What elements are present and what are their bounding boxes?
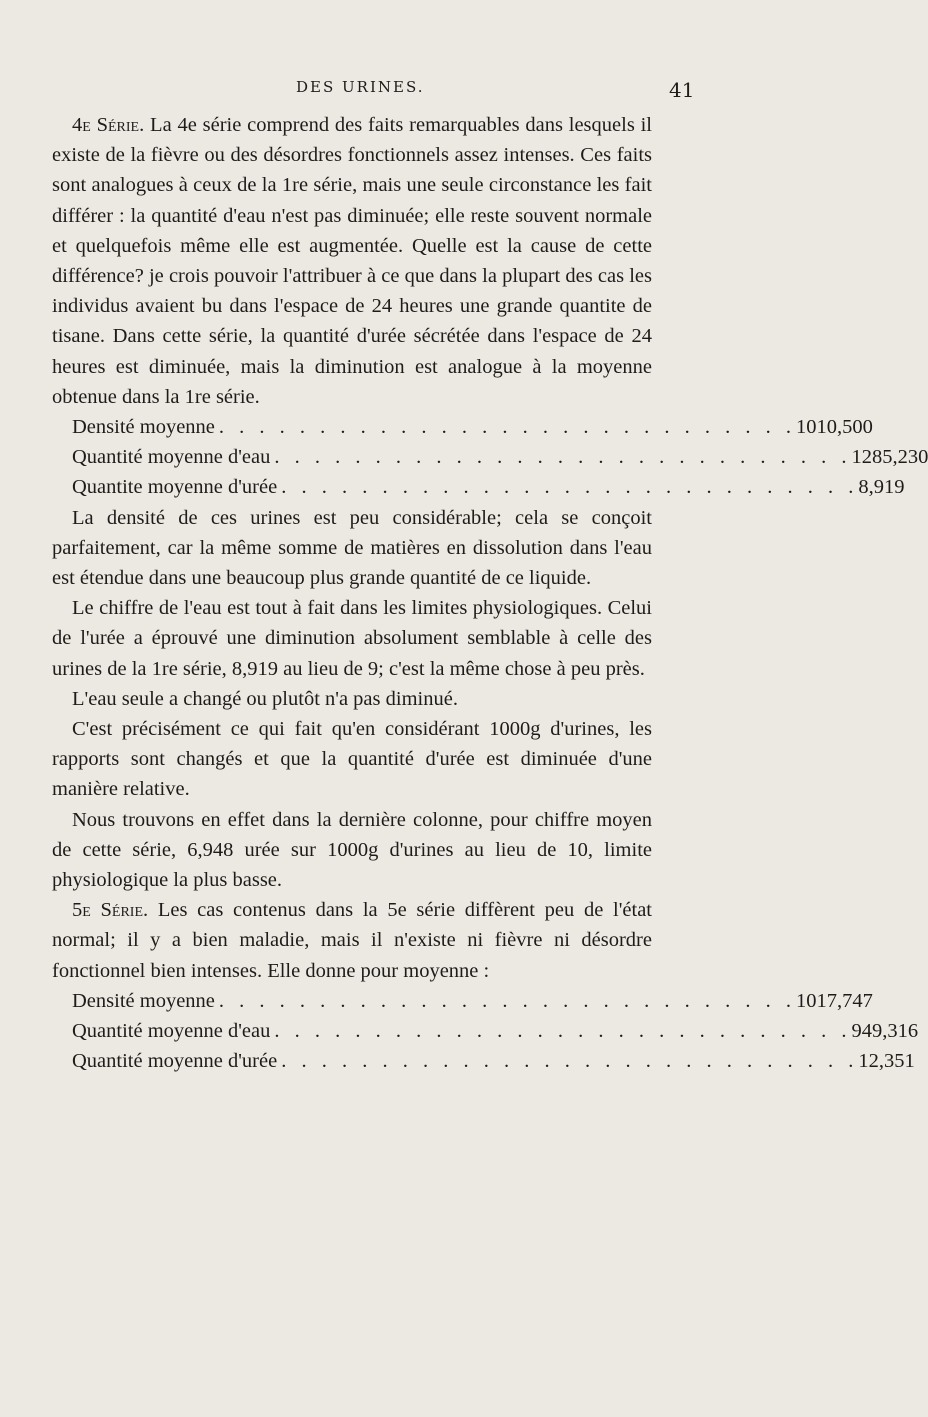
paragraph bbox=[52, 714, 652, 805]
paragraph-text: Nous trouvons en effet dans la dernière colonne, pour chiffre moyen de cette série, 6,948 urée sur 1000g d'urines au lieu de 10, limite physiologique la plus basse. bbox=[52, 808, 652, 892]
dot-leader: . . . . . . . . . . . . . . . . . . . . . . . . . . . . . bbox=[274, 446, 852, 469]
dot-leader: . . . . . . . . . . . . . . . . . . . . . . . . . . . . . bbox=[218, 989, 797, 1012]
data-row bbox=[52, 472, 905, 502]
paragraph-text: L'eau seule a changé ou plutôt n'a pas diminué. bbox=[72, 687, 458, 710]
dot-leader: . . . . . . . . . . . . . . . . . . . . . . . . . . . . . bbox=[218, 416, 797, 439]
data-value: 1017,747 bbox=[796, 989, 873, 1012]
paragraph bbox=[52, 503, 652, 594]
data-value: 1285,230 bbox=[851, 446, 928, 469]
data-row bbox=[52, 1016, 919, 1046]
data-label: Quantité moyenne d'eau bbox=[72, 446, 271, 469]
data-row bbox=[52, 412, 873, 442]
data-label: Quantité moyenne d'urée bbox=[72, 1050, 278, 1073]
paragraph-text: Le chiffre de l'eau est tout à fait dans les limites physiologiques. Celui de l'urée a éprouvé une diminution absolument semblable à celle des urines de la 1re série, 8,919 au lieu de 9; c'est la même chose à peu près. bbox=[52, 597, 652, 680]
paragraph bbox=[52, 110, 652, 412]
paragraph-text: La densité de ces urines est peu considérable; cela se conçoit parfaitement, car la même somme de matières en dissolution dans l'eau est étendue dans une beaucoup plus grande quantité de ce liquide. bbox=[52, 506, 652, 590]
data-label: Densité moyenne bbox=[72, 416, 215, 439]
dot-leader: . . . . . . . . . . . . . . . . . . . . . . . . . . . . . bbox=[274, 1020, 852, 1043]
paragraph-text: Les cas contenus dans la 5e série diffèrent peu de l'état normal; il y a bien maladie, mais il n'existe ni fièvre ni désordre fonctionnel bien intenses. Elle donne pour moyenne : bbox=[52, 899, 653, 982]
page-number: 41 bbox=[669, 78, 695, 102]
data-table-2 bbox=[52, 986, 919, 1077]
running-title: DES URINES. bbox=[296, 78, 425, 96]
paragraph bbox=[52, 593, 652, 684]
data-value: 8,919 bbox=[858, 476, 905, 499]
data-row bbox=[52, 1046, 915, 1076]
data-label: Densité moyenne bbox=[72, 989, 215, 1012]
dot-leader: . . . . . . . . . . . . . . . . . . . . . . . . . . . . . bbox=[281, 1050, 859, 1073]
page-header bbox=[0, 78, 801, 108]
paragraph bbox=[52, 805, 652, 896]
data-row bbox=[52, 986, 873, 1016]
paragraph bbox=[52, 684, 652, 714]
paragraph-text: La 4e série comprend des faits remarquables dans lesquels il existe de la fièvre ou des désordres fonctionnels assez intenses. Ces faits sont analogues à ceux de la 1re série, mais une seule circonstance les fait différer : la quantité d'eau n'est pas diminuée; elle reste souvent normale et quelquefois même elle est augmentée. Quelle est la cause de cette différence? je crois pouvoir l'attribuer à ce que dans la plupart des cas les individus avaient bu dans l'espace de 24 heures une grande quantite de tisane. Dans cette série, la quantité d'urée sécrétée dans l'espace de 24 heures est diminuée, mais la diminution est analogue à la moyenne obtenue dans la 1re série. bbox=[52, 114, 652, 408]
data-row bbox=[52, 442, 928, 472]
section-4-paragraphs bbox=[52, 110, 652, 412]
section-label: 4e Série. bbox=[72, 114, 145, 136]
body-text bbox=[52, 110, 928, 1077]
data-label: Quantite moyenne d'urée bbox=[72, 476, 278, 499]
dot-leader: . . . . . . . . . . . . . . . . . . . . . . . . . . . . . bbox=[281, 476, 859, 499]
commentary-paragraphs bbox=[52, 503, 652, 986]
data-value: 1010,500 bbox=[796, 416, 873, 439]
paragraph-text: C'est précisément ce qui fait qu'en considérant 1000g d'urines, les rapports sont changés et que la quantité d'urée est diminuée d'une manière relative. bbox=[52, 718, 652, 801]
section-label: 5e Série. bbox=[72, 899, 149, 922]
data-label: Quantité moyenne d'eau bbox=[72, 1020, 271, 1043]
data-table-1 bbox=[52, 412, 928, 503]
data-value: 12,351 bbox=[858, 1050, 915, 1073]
paragraph bbox=[52, 895, 652, 986]
data-value: 949,316 bbox=[851, 1020, 919, 1043]
